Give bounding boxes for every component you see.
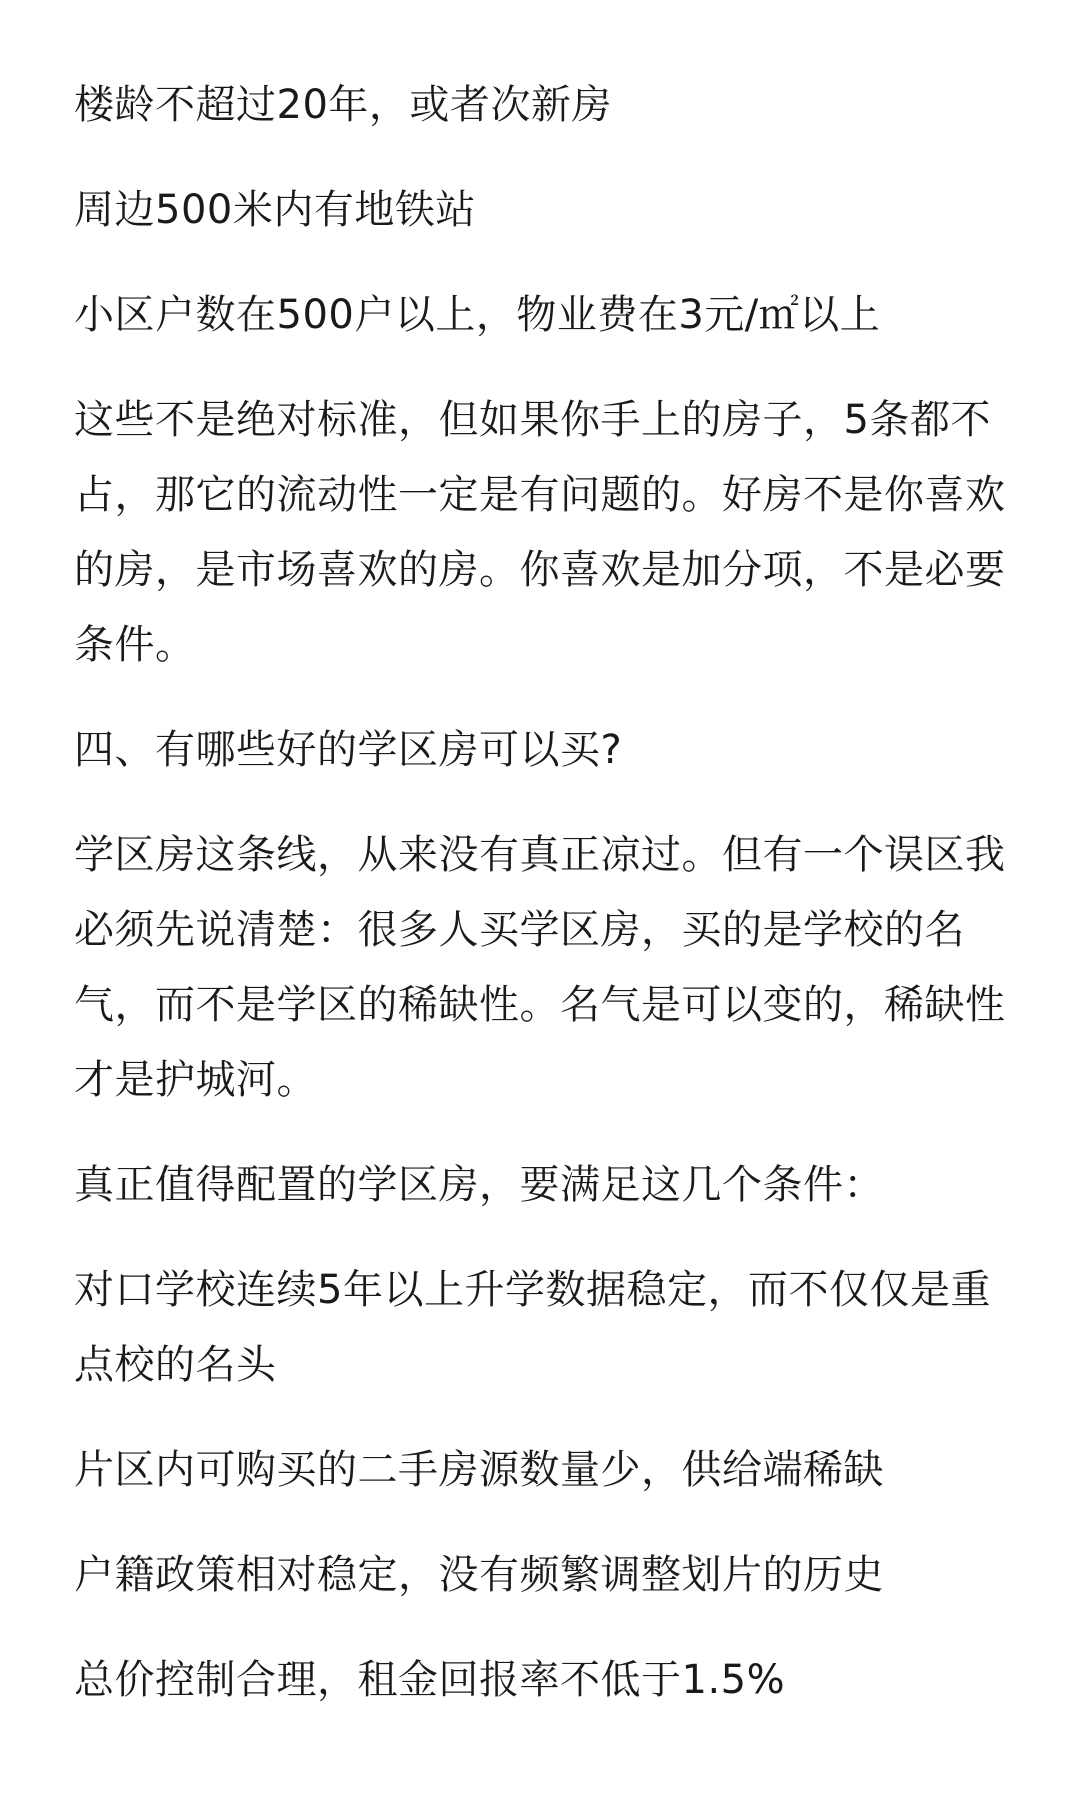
section-heading-school-district: 四、有哪些好的学区房可以买? bbox=[74, 727, 623, 773]
criterion-building-age: 楼龄不超过20年，或者次新房 bbox=[74, 82, 612, 128]
condition-school-data: 对口学校连续5年以上升学数据稳定，而不仅仅是重点校的名头 bbox=[74, 1267, 991, 1388]
paragraph-market-liquidity: 这些不是绝对标准，但如果你手上的房子，5条都不占，那它的流动性一定是有问题的。好房不是你喜欢的房，是市场喜欢的房。你喜欢是加分项，不是必要条件。 bbox=[74, 397, 1006, 668]
condition-policy-stable: 户籍政策相对稳定，没有频繁调整划片的历史 bbox=[74, 1552, 884, 1598]
criterion-households-fee: 小区户数在500户以上，物业费在3元/㎡以上 bbox=[74, 292, 881, 338]
article-body bbox=[74, 68, 1014, 1748]
paragraph-conditions-intro: 真正值得配置的学区房，要满足这几个条件： bbox=[74, 1162, 884, 1208]
paragraph-school-district-myth: 学区房这条线，从来没有真正凉过。但有一个误区我必须先说清楚：很多人买学区房，买的是学校的名气，而不是学区的稀缺性。名气是可以变的，稀缺性才是护城河。 bbox=[74, 832, 1006, 1103]
condition-price-rent-yield: 总价控制合理，租金回报率不低于1.5% bbox=[74, 1657, 786, 1703]
condition-supply-scarcity: 片区内可购买的二手房源数量少，供给端稀缺 bbox=[74, 1447, 884, 1493]
criterion-subway: 周边500米内有地铁站 bbox=[74, 187, 476, 233]
